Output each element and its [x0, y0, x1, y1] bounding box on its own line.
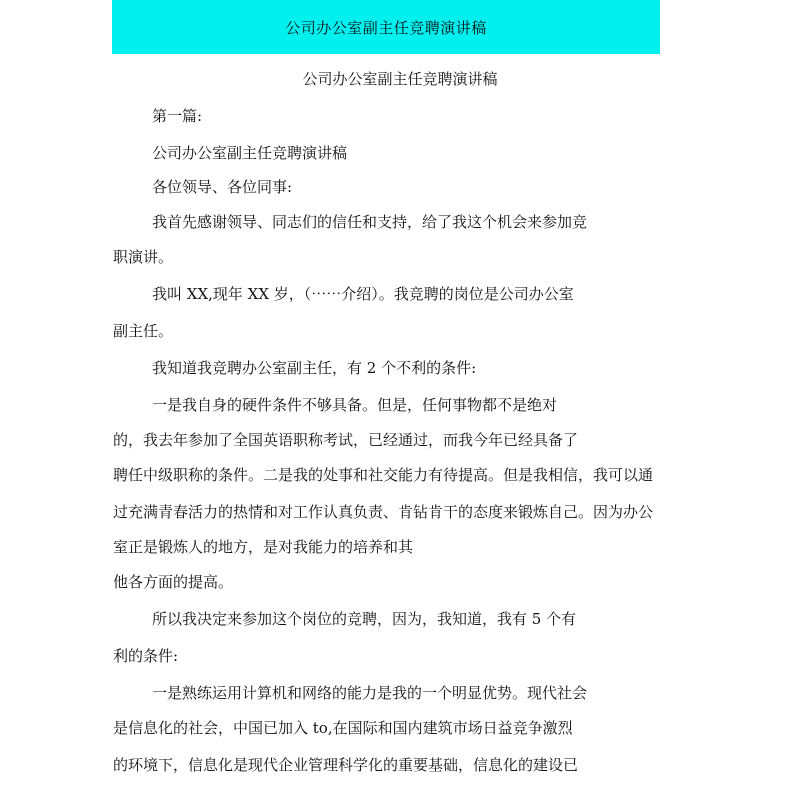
- body-line: 的，我去年参加了全国英语职称考试，已经通过，而我今年已经具备了: [113, 431, 579, 449]
- body-line: 他各方面的提高。: [113, 573, 234, 591]
- body-line: 我叫 XX,现年 XX 岁，（⋯⋯介绍）。我竞聘的岗位是公司办公室: [152, 285, 574, 303]
- body-line: 我首先感谢领导、同志们的信任和支持，给了我这个机会来参加竞: [152, 213, 588, 231]
- header-title: 公司办公室副主任竞聘演讲稿: [285, 18, 487, 37]
- body-line: 利的条件:: [113, 647, 179, 665]
- body-line: 过充满青春活力的热情和对工作认真负责、肯钻肯干的态度来锻炼自己。因为办公: [113, 503, 654, 521]
- body-line: 一是熟练运用计算机和网络的能力是我的一个明显优势。现代社会: [152, 684, 588, 702]
- body-line: 公司办公室副主任竞聘演讲稿: [152, 144, 348, 162]
- body-line: 第一篇:: [152, 107, 203, 125]
- body-line: 一是我自身的硬件条件不够具备。但是，任何事物都不是绝对: [152, 396, 558, 414]
- body-line: 所以我决定来参加这个岗位的竞聘，因为，我知道，我有 5 个有: [152, 610, 577, 628]
- body-line: 是信息化的社会，中国已加入 to,在国际和国内建筑市场日益竞争激烈: [113, 719, 573, 737]
- body-line: 副主任。: [113, 322, 174, 340]
- body-line: 我知道我竞聘办公室副主任，有 2 个不利的条件:: [152, 359, 477, 377]
- body-line: 室正是锻炼人的地方，是对我能力的培养和其: [113, 538, 414, 556]
- body-line: 职演讲。: [113, 248, 174, 266]
- body-line: 聘任中级职称的条件。二是我的处事和社交能力有待提高。但是我相信，我可以通: [113, 466, 654, 484]
- document-header-bar: [112, 0, 660, 54]
- body-line: 的环境下，信息化是现代企业管理科学化的重要基础，信息化的建设已: [113, 756, 579, 774]
- body-line: 各位领导、各位同事:: [152, 178, 293, 196]
- document-title: 公司办公室副主任竞聘演讲稿: [302, 70, 498, 88]
